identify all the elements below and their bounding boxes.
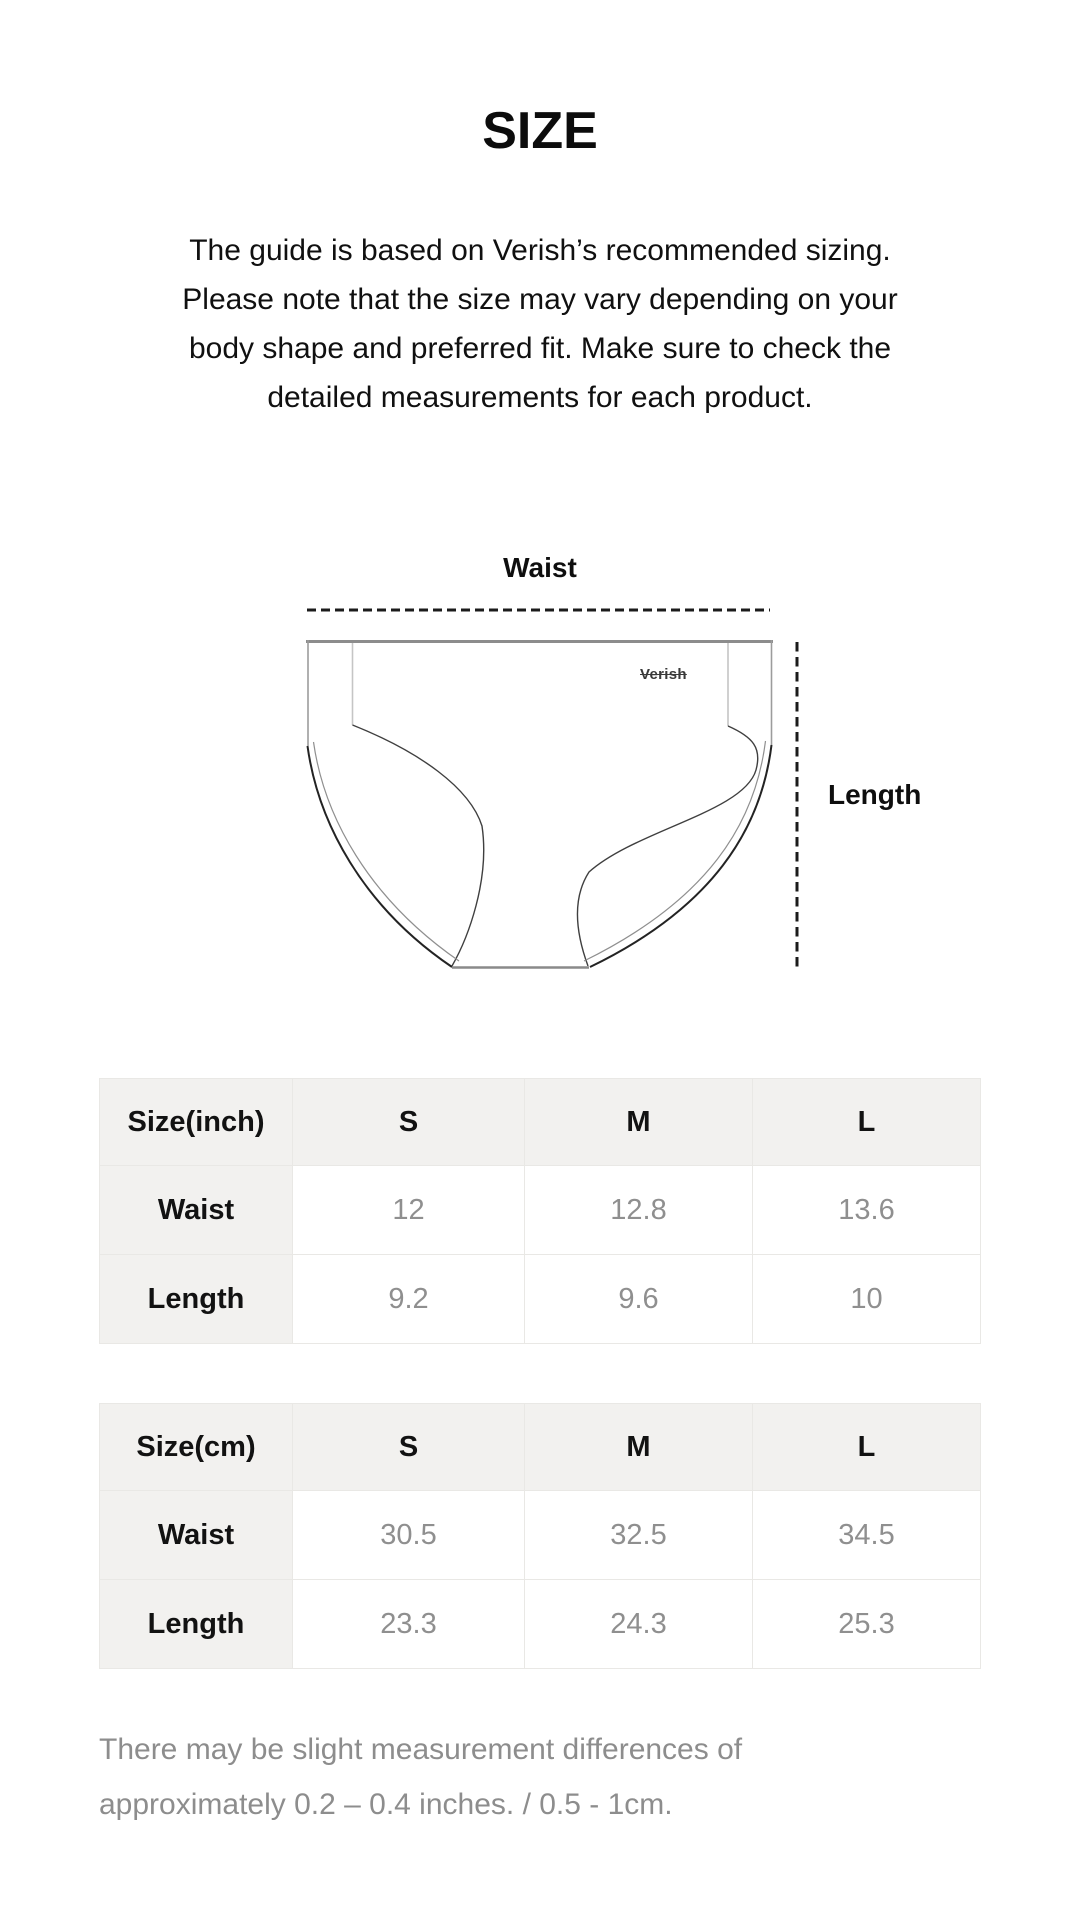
table-header-cell: S [293,1404,525,1491]
table-header-row [100,1404,981,1491]
table-value: 24.3 [525,1580,753,1669]
table-value: 9.6 [525,1255,753,1344]
intro-line: The guide is based on Verish’s recommended sizing. [189,234,891,267]
table-row [100,1255,981,1344]
intro-line: detailed measurements for each product. [267,381,813,414]
intro-line: body shape and preferred fit. Make sure to check the [188,332,892,365]
table-header-cell: Size(inch) [100,1079,293,1166]
table-value: 30.5 [293,1491,525,1580]
table-header-cell: L [753,1079,981,1166]
page-title: SIZE [482,102,598,160]
table-row [100,1491,981,1580]
underwear-illustration [280,600,820,980]
right-hem-binding [584,741,766,961]
table-value: 25.3 [753,1580,981,1669]
size-table-inch [99,1078,981,1344]
table-value: 32.5 [525,1491,753,1580]
intro-paragraph [0,226,1080,422]
table-header-cell: M [525,1404,753,1491]
row-label: Waist [100,1491,293,1580]
table-value: 10 [753,1255,981,1344]
table-value: 9.2 [293,1255,525,1344]
table-value: 23.3 [293,1580,525,1669]
table-header-row [100,1079,981,1166]
waist-measure-label: Waist [503,552,577,583]
left-leg-opening-curve [353,725,484,966]
table-value: 34.5 [753,1491,981,1580]
right-outer-hem [590,745,772,967]
intro-line: Please note that the size may vary depending on your [182,283,898,316]
table-row [100,1166,981,1255]
left-outer-hem [308,746,453,967]
brand-logo: Verish [640,666,687,683]
table-header-cell: Size(cm) [100,1404,293,1491]
table-header-cell: L [753,1404,981,1491]
right-leg-opening-curve [578,726,758,966]
row-label: Waist [100,1166,293,1255]
table-header-cell: M [525,1079,753,1166]
size-table-cm [99,1403,981,1669]
table-value: 12 [293,1166,525,1255]
length-measure-label: Length [828,779,922,810]
table-row [100,1580,981,1669]
disclaimer-line: approximately 0.2 – 0.4 inches. / 0.5 - 1cm. [99,1788,673,1821]
table-value: 13.6 [753,1166,981,1255]
row-label: Length [100,1580,293,1669]
disclaimer-line: There may be slight measurement differences of [99,1733,743,1766]
row-label: Length [100,1255,293,1344]
measurement-disclaimer [99,1722,742,1832]
table-value: 12.8 [525,1166,753,1255]
table-header-cell: S [293,1079,525,1166]
left-hem-binding [314,742,460,961]
